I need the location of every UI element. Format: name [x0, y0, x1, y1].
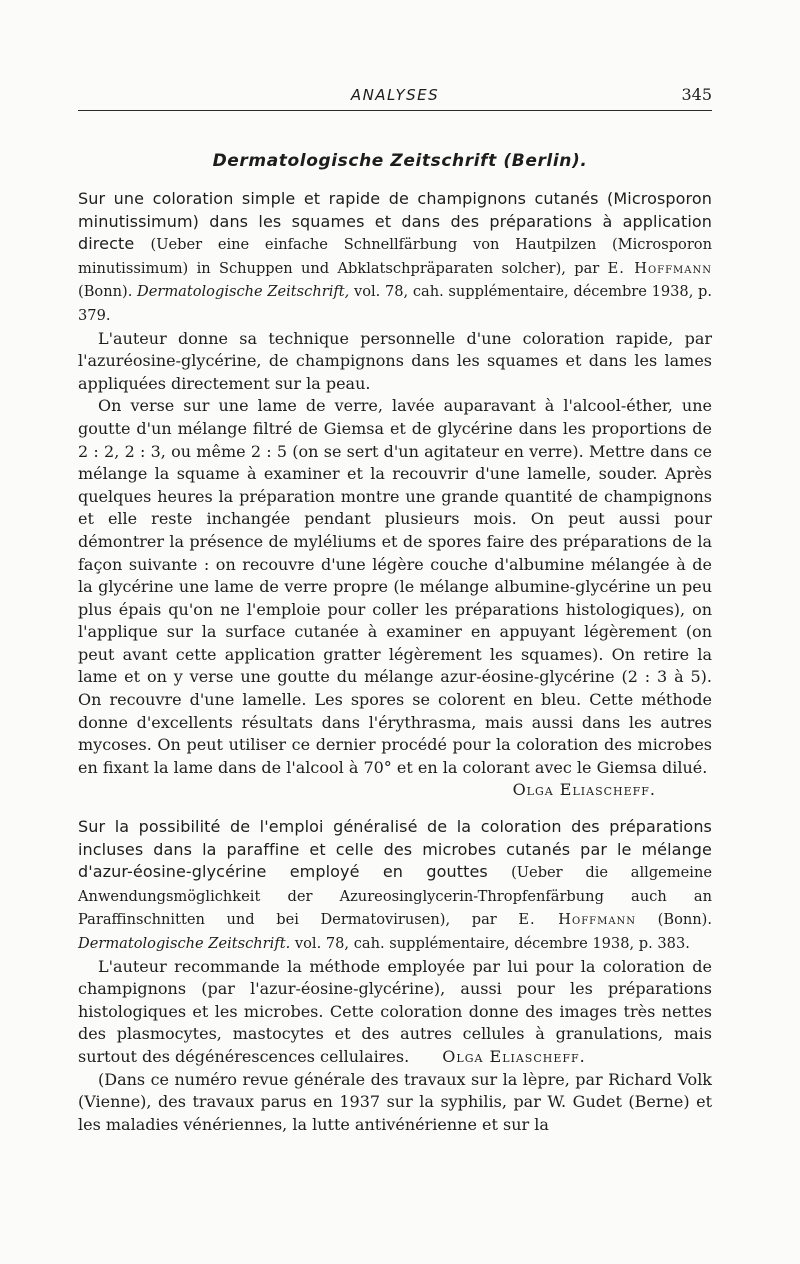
article-1-title: Sur une coloration simple et rapide de champignons cutanés (Microsporon minutissimum) dans les squames et dans des préparations à application directe [78, 189, 712, 254]
article-2-paragraph-text: L'auteur recommande la méthode employée par lui pour la coloration de champignons (par l'azur-éosine-glycérine), aussi pour les préparations histologiques et les microbes. Cette coloration donne des images très nettes des plasmocytes, mastocytes et des autres cellules à granulations, mais surtout des dégénérescences cellulaires. [78, 956, 712, 1066]
article-2-author-place: (Bonn). [657, 911, 712, 929]
closing-paragraph: (Dans ce numéro revue générale des travaux sur la lèpre, par Richard Volk (Vienne), des travaux parus en 1937 sur la syphilis, par W. Gudet (Berne) et les maladies vénériennes, la lutte antivénérienne et sur la [78, 1069, 712, 1134]
article-1-paragraph-2: On verse sur une lame de verre, lavée auparavant à l'alcool-éther, une goutte d'un mélange filtré de Giemsa et de glycérine dans les proportions de 2 : 2, 2 : 3, ou même 2 : 5 (on se sert d'un agitateur en verre). Mettre dans ce mélange la squame à examiner et la recouvrir d'une lamelle, souder. Après quelques heures la préparation montre une grande quantité de champignons et elle reste inchangée pendant plusieurs mois. On peut aussi pour démontrer la présence de myléliums et de spores faire des préparations de la façon suivante : on recouvre d'une légère couche d'albumine mélangée à de la glycérine une lame de verre propre (le mélange albumine-glycérine un peu plus épais qu'on ne l'emploie pour coller les préparations histologiques), on l'applique sur la surface cutanée à examiner en appuyant légèrement (on peut avant cette application gratter légèrement les squames). On retire la lame et on y verse une goutte du mélange azur-éosine-glycérine (2 : 3 à 5). On recouvre d'une lamelle. Les spores se colorent en bleu. Cette méthode donne d'excellents résultats dans l'érythrasma, mais aussi dans les autres mycoses. On peut utiliser ce dernier procédé pour la coloration des microbes en fixant la lame dans de l'alcool à 70° et en la colorant avec le Giemsa dilué. [78, 396, 712, 777]
article-2-entry [78, 816, 712, 956]
article-body [78, 188, 712, 1136]
article-1-journal: Dermatologische Zeitschrift, [137, 283, 350, 301]
article-2-journal: Dermatologische Zeitschrift. [78, 935, 291, 952]
article-2-signature: Olga Eliascheff. [442, 1046, 586, 1066]
article-1-author-place: (Bonn). [78, 283, 133, 301]
article-1-entry [78, 188, 712, 328]
running-head [78, 80, 712, 111]
article-2-author: E. Hoffmann [518, 911, 637, 929]
article-1-signature [78, 779, 712, 802]
article-1-paragraph-1: L'auteur donne sa technique personnelle d'une coloration rapide, par l'azuréosine-glycérine, de champignons dans les squames et dans les lames appliquées directement sur la peau. [78, 328, 712, 393]
article-2-citation: vol. 78, cah. supplémentaire, décembre 1938, p. 383. [294, 935, 690, 952]
article-1-citation: vol. 78, cah. supplémentaire, décembre 1938, p. 379. [78, 283, 712, 324]
article-1-source-original-title: (Ueber eine einfache Schnellfärbung von Hautpilzen (Microsporon minutissimum) in Schuppen und Abklatschpräparaten solcher), par [78, 236, 712, 277]
article-2-paragraph [78, 956, 712, 1069]
article-1-source [78, 236, 712, 324]
page-number: 345 [681, 85, 712, 104]
article-2-title: Sur la possibilité de l'emploi généralisé de la coloration des préparations incluses dans la paraffine et celle des microbes cutanés par le mélange d'azur-éosine-glycérine employé en gouttes [78, 817, 712, 882]
journal-heading: Dermatologische Zeitschrift (Berlin). [212, 151, 588, 171]
section-title: ANALYSES [350, 86, 440, 104]
spacer [78, 802, 712, 816]
article-2-source-original-title: (Ueber die allgemeine Anwendungsmöglichkeit der Azureosinglycerin-Thropfenfärbung auch an Paraffinschnitten und bei Dermatovirusen), par [78, 864, 712, 929]
article-1-signature-text: Olga Eliascheff. [512, 780, 656, 800]
article-1-author: E. Hoffmann [607, 259, 712, 277]
